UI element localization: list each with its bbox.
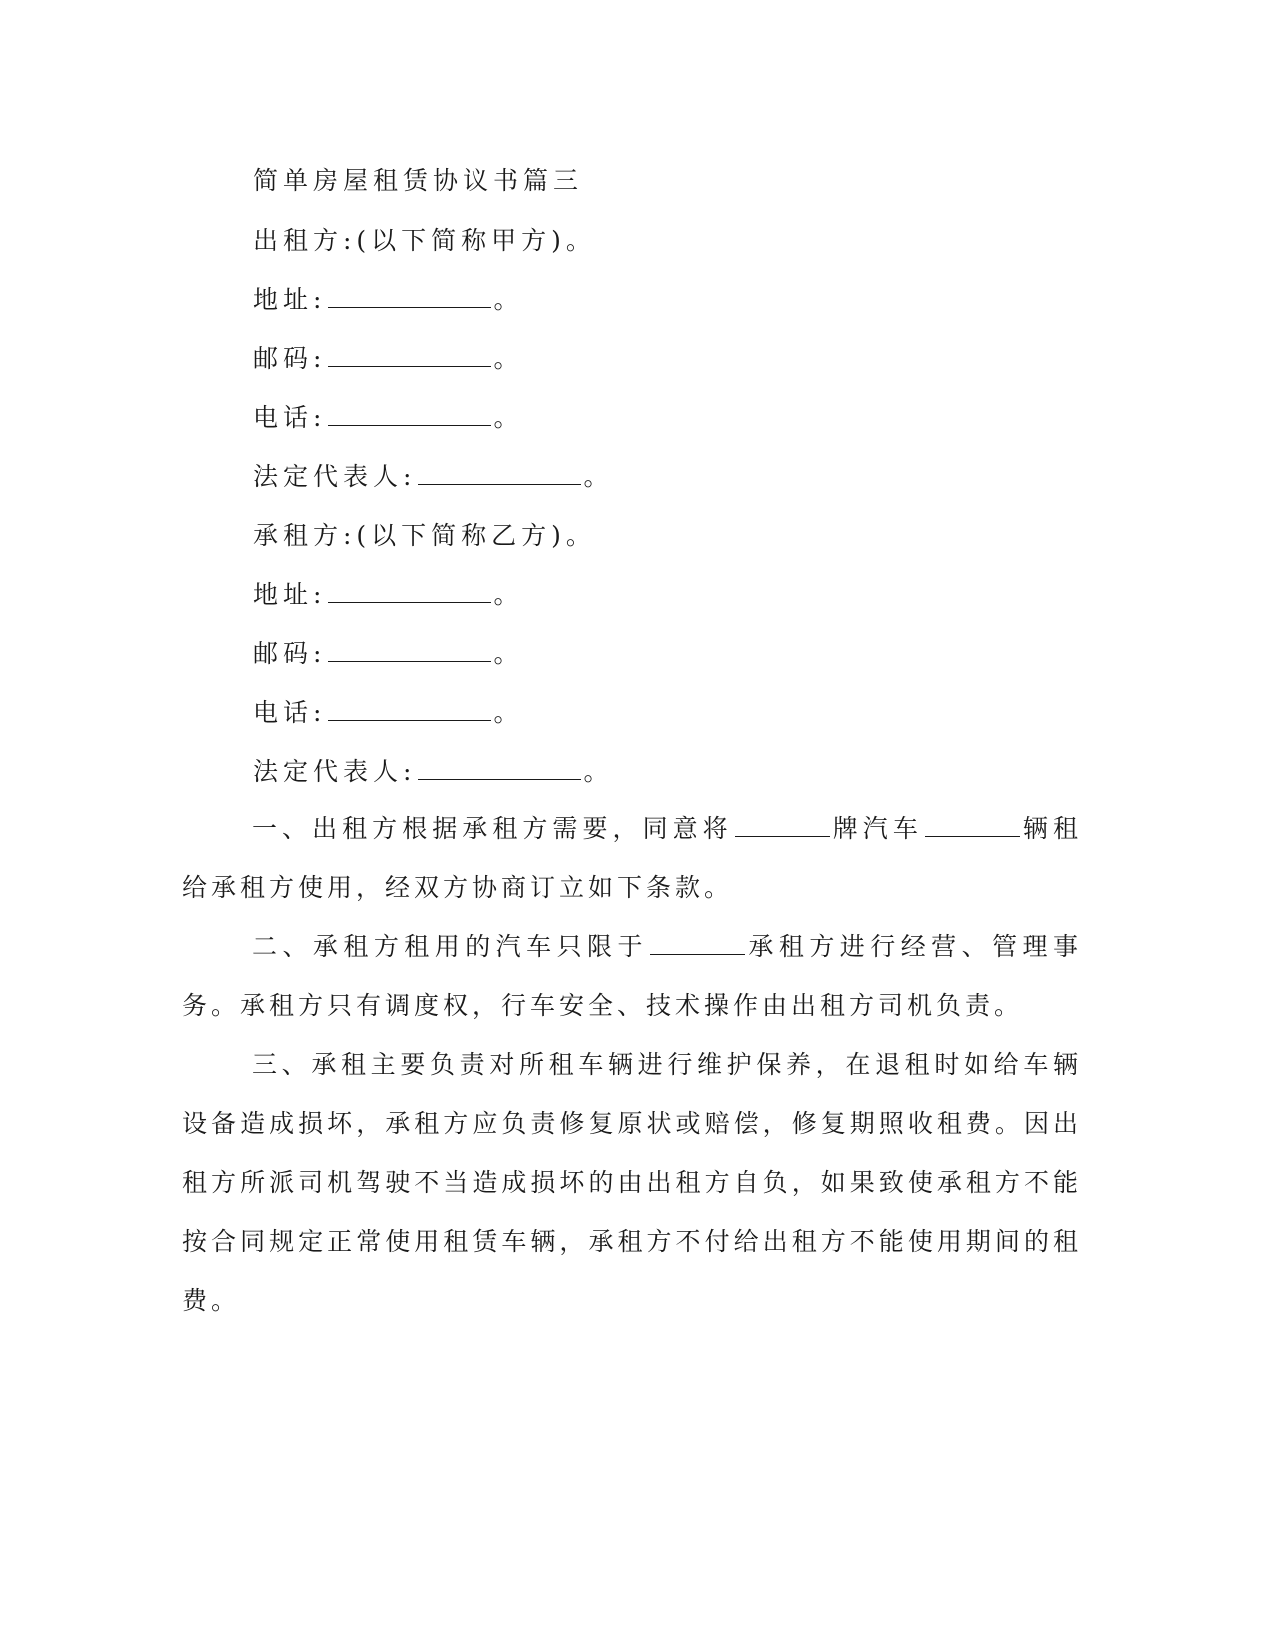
lessor-address-blank xyxy=(328,285,491,308)
clause-1-quantity-blank xyxy=(925,814,1020,837)
lessor-phone-line xyxy=(253,403,523,433)
end-mark: 。 xyxy=(493,285,524,314)
lessor-representative-line xyxy=(253,462,613,492)
clause-2-text-a: 二、承租方租用的汽车只限于 xyxy=(252,932,648,961)
lessor-representative-label: 法定代表人: xyxy=(253,462,417,491)
lessor-phone-label: 电话: xyxy=(253,403,327,432)
clause-1-text-c: 辆租给承租方使用，经双方协商订立如下条款。 xyxy=(182,814,1082,902)
clause-3-paragraph: 三、承租主要负责对所租车辆进行维护保养，在退租时如给车辆设备造成损坏，承租方应负责修复原状或赔偿，修复期照收租费。因出租方所派司机驾驶不当造成损坏的由出租方自负，如果致使承租方不能按合同规定正常使用租赁车辆，承租方不付给出租方不能使用期间的租费。 xyxy=(182,1050,1082,1315)
clause-1-text-a: 一、出租方根据承租方需要，同意将 xyxy=(252,814,733,843)
end-mark: 。 xyxy=(493,698,524,727)
lessee-postcode-blank xyxy=(328,639,491,662)
lessor-phone-blank xyxy=(328,403,491,426)
lessee-address-line xyxy=(253,580,523,610)
lessee-phone-blank xyxy=(328,698,491,721)
lessee-postcode-line xyxy=(253,639,523,669)
lessor-postcode-blank xyxy=(328,344,491,367)
lessor-postcode-line xyxy=(253,344,523,374)
lessee-heading: 承租方:(以下简称乙方)。 xyxy=(253,521,596,550)
end-mark: 。 xyxy=(493,639,524,668)
clause-1-paragraph xyxy=(182,799,1082,917)
end-mark: 。 xyxy=(493,403,524,432)
lessor-address-label: 地址: xyxy=(253,285,327,314)
end-mark: 。 xyxy=(583,757,614,786)
lessor-representative-blank xyxy=(418,462,581,485)
lessee-address-label: 地址: xyxy=(253,580,327,609)
clause-1-text-b: 牌汽车 xyxy=(831,814,923,843)
clause-2-scope-blank xyxy=(650,932,745,955)
lessee-representative-line xyxy=(253,757,613,787)
end-mark: 。 xyxy=(583,462,614,491)
lessee-phone-line xyxy=(253,698,523,728)
lessee-phone-label: 电话: xyxy=(253,698,327,727)
lessor-postcode-label: 邮码: xyxy=(253,344,327,373)
lessee-postcode-label: 邮码: xyxy=(253,639,327,668)
lessee-address-blank xyxy=(328,580,491,603)
lessee-representative-blank xyxy=(418,757,581,780)
document-title: 简单房屋租赁协议书篇三 xyxy=(253,166,584,195)
end-mark: 。 xyxy=(493,580,524,609)
lessor-address-line xyxy=(253,285,523,315)
lessor-heading: 出租方:(以下简称甲方)。 xyxy=(253,226,596,255)
clause-1-brand-blank xyxy=(735,814,830,837)
clause-2-paragraph xyxy=(182,917,1082,1035)
clause-2-text-b: 承租方进行经营、管理事务。承租方只有调度权，行车安全、技术操作由出租方司机负责。 xyxy=(182,932,1082,1020)
lessee-representative-label: 法定代表人: xyxy=(253,757,417,786)
end-mark: 。 xyxy=(493,344,524,373)
